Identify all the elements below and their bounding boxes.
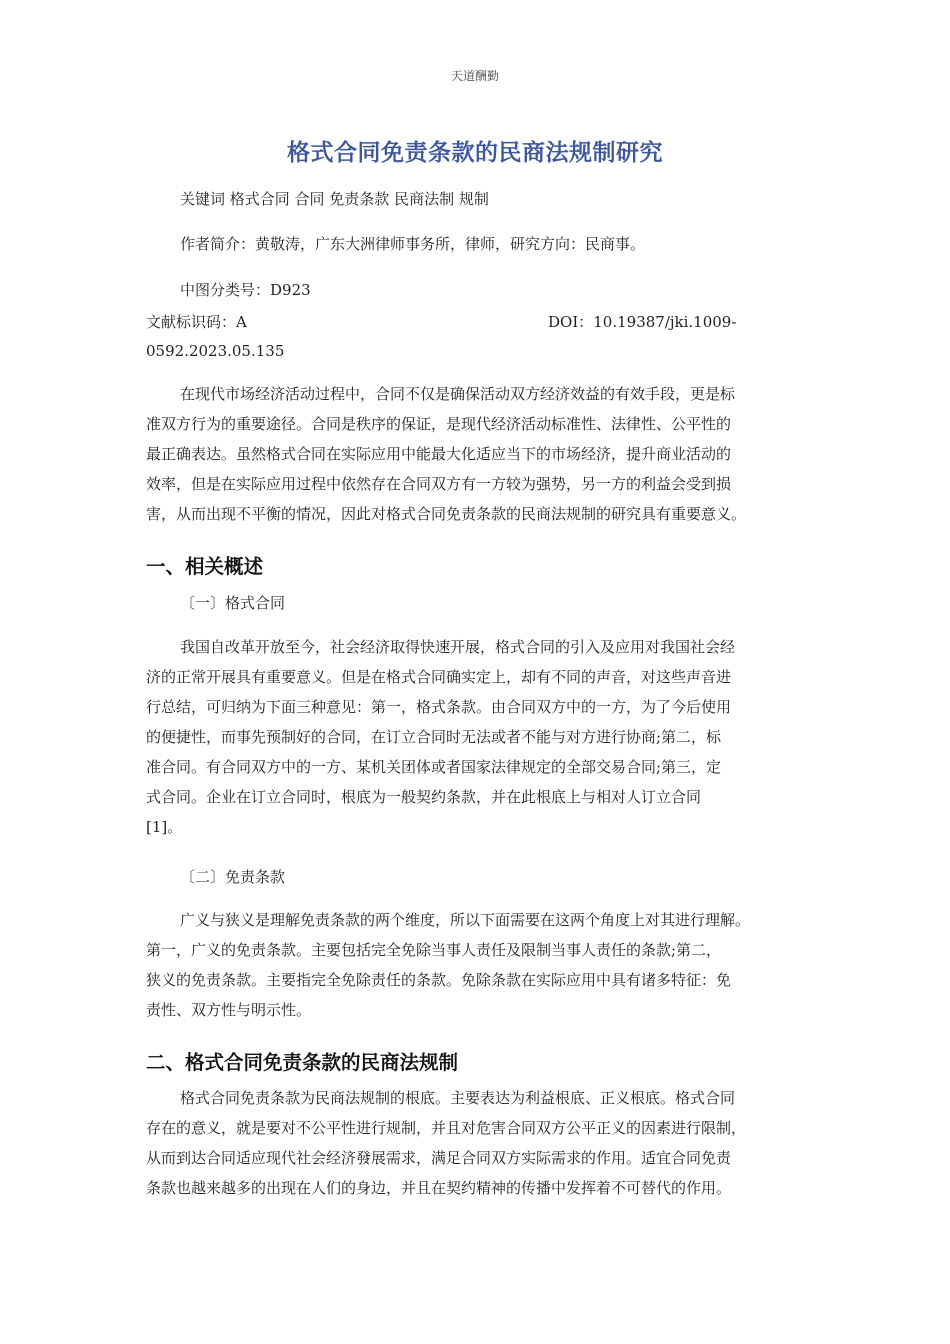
paragraph-line: 狭义的免责条款。主要指完全免除责任的条款。免除条款在实际应用中具有诸多特征：免 [146, 971, 732, 989]
keywords: 关键词 格式合同 合同 免责条款 民商法制 规制 [180, 190, 489, 208]
paragraph-line: 最正确表达。虽然格式合同在实际应用中能最大化适应当下的市场经济，提升商业活动的 [146, 445, 732, 463]
page-title: 格式合同免责条款的民商法规制研究 [287, 140, 663, 166]
paragraph-line: 第一，广义的免责条款。主要包括完全免除当事人责任及限制当事人责任的条款;第二， [146, 941, 722, 959]
paragraph-line: 准合同。有合同双方中的一方、某机关团体或者国家法律规定的全部交易合同;第三，定 [146, 758, 722, 776]
regulation-paragraph [146, 1083, 814, 1203]
format-contract-paragraph [146, 632, 814, 842]
section-heading-2: 二、格式合同免责条款的民商法规制 [146, 1051, 459, 1074]
paragraph-line: 格式合同免责条款为民商法规制的根底。主要表达为利益根底、正义根底。格式合同 [180, 1089, 736, 1107]
paragraph-line: 条款也越来越多的出现在人们的身边，并且在契约精神的传播中发挥着不可替代的作用。 [146, 1179, 732, 1197]
exemption-clause-paragraph [146, 905, 814, 1025]
paragraph-line: 存在的意义，就是要对不公平性进行规制，并且对危害合同双方公平正义的因素进行限制， [146, 1119, 747, 1137]
paragraph-line: 在现代市场经济活动过程中，合同不仅是确保活动双方经济效益的有效手段，更是标 [180, 385, 736, 403]
paragraph-line: 从而到达合同适应现代社会经济發展需求，满足合同双方实际需求的作用。适宜合同免责 [146, 1149, 732, 1167]
paragraph-line: 责性、双方性与明示性。 [146, 1001, 312, 1019]
paragraph-line: 行总结，可归纳为下面三种意见：第一，格式条款。由合同双方中的一方，为了今后使用 [146, 698, 732, 716]
paragraph-line: 效率，但是在实际应用过程中依然存在合同双方有一方较为强势，另一方的利益会受到损 [146, 475, 732, 493]
subsection-heading-2: 〔二〕免责条款 [180, 868, 286, 886]
doi-continuation: 0592.2023.05.135 [146, 342, 285, 360]
section-heading-1: 一、相关概述 [146, 555, 264, 578]
clc-number: 中图分类号：D923 [180, 281, 311, 299]
document-code: 文献标识码：A [146, 313, 247, 331]
paragraph-line: 的便捷性，而事先预制好的合同，在订立合同时无法或者不能与对方进行协商;第二，标 [146, 728, 722, 746]
paragraph-line: 广义与狭义是理解免责条款的两个维度，所以下面需要在这两个角度上对其进行理解。 [180, 911, 751, 929]
paragraph-line: 我国自改革开放至今，社会经济取得快速开展，格式合同的引入及应用对我国社会经 [180, 638, 736, 656]
paragraph-line: 准双方行为的重要途径。合同是秩序的保证，是现代经济活动标准性、法律性、公平性的 [146, 415, 732, 433]
paragraph-line: 害，从而出现不平衡的情况，因此对格式合同免责条款的民商法规制的研究具有重要意义。 [146, 505, 747, 523]
subsection-heading-1: 〔一〕格式合同 [180, 594, 286, 612]
doi: DOI：10.19387/jki.1009- [548, 313, 737, 331]
paragraph-line: [1]。 [146, 818, 183, 836]
running-header: 天道酬勤 [450, 69, 499, 83]
paragraph-line: 式合同。企业在订立合同时，根底为一般契约条款，并在此根底上与相对人订立合同 [146, 788, 702, 806]
author-info: 作者简介：黄敬涛，广东大洲律师事务所，律师，研究方向：民商事。 [180, 235, 646, 253]
intro-paragraph [146, 379, 814, 529]
paragraph-line: 济的正常开展具有重要意义。但是在格式合同确实定上，却有不同的声音，对这些声音进 [146, 668, 732, 686]
